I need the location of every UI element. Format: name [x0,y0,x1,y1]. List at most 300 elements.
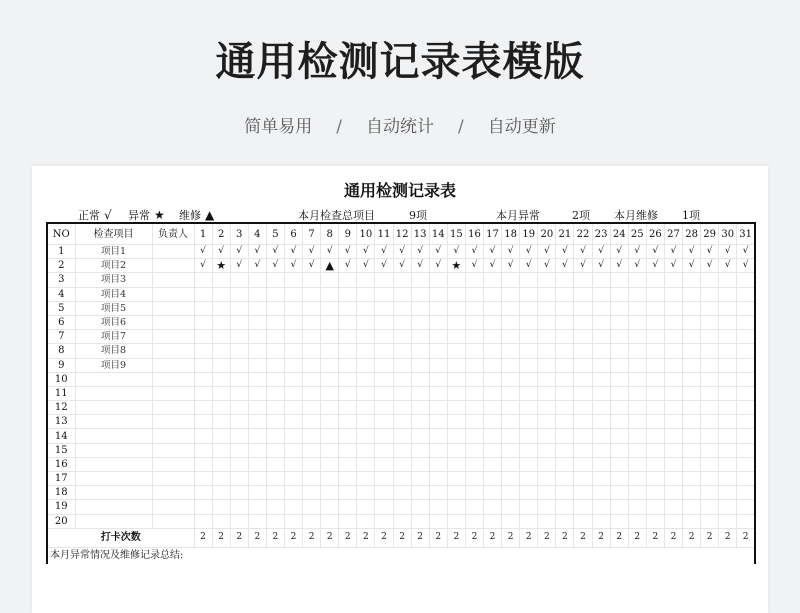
header-day: 25 [628,223,646,245]
row-item [75,457,152,471]
day-cell [592,287,610,301]
day-cell [321,301,339,315]
sheet-title: 通用检测记录表 [343,181,456,200]
day-cell [664,429,682,443]
day-cell [248,457,266,471]
day-cell [574,429,592,443]
table-row [47,301,755,315]
day-cell [683,315,701,329]
day-cell [447,287,465,301]
day-cell [230,401,248,415]
day-cell [610,443,628,457]
day-cell [447,315,465,329]
total-count: 2 [303,528,321,547]
day-cell [375,514,393,528]
legend-repair-label: 维修 [179,209,201,222]
check-mark: √ [502,245,520,259]
row-number: 19 [47,500,75,514]
day-cell [375,415,393,429]
day-cell [212,287,230,301]
day-cell [284,486,302,500]
total-count: 2 [646,528,664,547]
day-cell [339,372,357,386]
table-row [47,245,755,259]
day-cell [266,401,284,415]
day-cell [393,386,411,400]
day-cell [284,273,302,287]
table-row [47,358,755,372]
day-cell [447,443,465,457]
day-cell [248,330,266,344]
day-cell [321,344,339,358]
day-cell [230,287,248,301]
day-cell [212,500,230,514]
check-mark: √ [484,259,502,273]
total-count: 2 [357,528,375,547]
day-cell [484,330,502,344]
day-cell [502,486,520,500]
header-day: 1 [194,223,212,245]
day-cell [429,500,447,514]
check-mark: √ [502,259,520,273]
header-day: 8 [321,223,339,245]
day-cell [393,472,411,486]
day-cell [303,443,321,457]
day-cell [574,386,592,400]
day-cell [646,500,664,514]
day-cell [465,386,483,400]
day-cell [502,457,520,471]
day-cell [339,429,357,443]
row-item [75,386,152,400]
legend-normal-label: 正常 [78,209,100,222]
day-cell [212,514,230,528]
day-cell [429,386,447,400]
day-cell [284,472,302,486]
day-cell [465,273,483,287]
check-mark: √ [375,259,393,273]
day-cell [248,443,266,457]
total-count: 2 [212,528,230,547]
check-mark: √ [574,245,592,259]
day-cell [556,415,574,429]
day-cell [303,472,321,486]
day-cell [502,386,520,400]
total-count: 2 [339,528,357,547]
day-cell [266,273,284,287]
header-day: 19 [520,223,538,245]
day-cell [266,287,284,301]
table-row [47,472,755,486]
day-cell [574,500,592,514]
day-cell [556,273,574,287]
day-cell [303,401,321,415]
day-cell [628,301,646,315]
header-day: 7 [303,223,321,245]
header-day: 30 [719,223,737,245]
day-cell [484,287,502,301]
day-cell [628,486,646,500]
day-cell [737,273,755,287]
day-cell [266,514,284,528]
day-cell [339,287,357,301]
day-cell [393,330,411,344]
day-cell [683,429,701,443]
check-mark: √ [683,259,701,273]
day-cell [393,315,411,329]
day-cell [628,415,646,429]
summary-label: 本月异常情况及维修记录总结: [47,547,755,564]
day-cell [303,486,321,500]
day-cell [737,358,755,372]
table-row [47,429,755,443]
day-cell [520,358,538,372]
day-cell [701,344,719,358]
day-cell [520,330,538,344]
day-cell [447,344,465,358]
day-cell [646,358,664,372]
day-cell [737,514,755,528]
day-cell [646,514,664,528]
day-cell [502,372,520,386]
day-cell [321,500,339,514]
day-cell [339,401,357,415]
day-cell [230,415,248,429]
day-cell [719,500,737,514]
check-mark: √ [375,245,393,259]
row-owner [152,401,194,415]
day-cell [556,429,574,443]
day-cell [664,415,682,429]
day-cell [393,372,411,386]
day-cell [284,500,302,514]
day-cell [321,472,339,486]
check-mark: √ [556,259,574,273]
day-cell [357,344,375,358]
tag-auto-update: 自动更新 [487,117,556,137]
check-mark: √ [266,259,284,273]
day-cell [701,457,719,471]
day-cell [664,372,682,386]
check-mark: √ [664,245,682,259]
day-cell [429,415,447,429]
day-cell [484,344,502,358]
day-cell [719,415,737,429]
day-cell [538,287,556,301]
total-count: 2 [556,528,574,547]
day-cell [248,514,266,528]
day-cell [646,443,664,457]
check-mark: √ [628,259,646,273]
day-cell [737,415,755,429]
row-owner [152,344,194,358]
header-day: 15 [447,223,465,245]
day-cell [339,358,357,372]
day-cell [701,273,719,287]
day-cell [303,315,321,329]
day-cell [683,386,701,400]
total-label: 打卡次数 [47,528,194,547]
day-cell [303,386,321,400]
day-cell [339,415,357,429]
day-cell [574,457,592,471]
day-cell [411,372,429,386]
day-cell [574,472,592,486]
table-row [47,415,755,429]
header-day: 20 [538,223,556,245]
day-cell [284,358,302,372]
repair-month-value: 1项 [682,209,700,222]
day-cell [465,443,483,457]
day-cell [339,330,357,344]
day-cell [194,457,212,471]
day-cell [393,344,411,358]
day-cell [502,330,520,344]
day-cell [429,372,447,386]
check-mark: √ [520,245,538,259]
row-number: 12 [47,401,75,415]
day-cell [339,273,357,287]
day-cell [230,330,248,344]
day-cell [538,386,556,400]
day-cell [610,372,628,386]
day-cell [592,500,610,514]
day-cell [628,386,646,400]
day-cell [646,344,664,358]
row-number: 14 [47,429,75,443]
row-item [75,429,152,443]
day-cell [230,344,248,358]
check-mark: √ [212,245,230,259]
day-cell [429,472,447,486]
abnormal-star-icon: ★ [447,259,465,273]
day-cell [719,372,737,386]
header-day: 21 [556,223,574,245]
day-cell [375,443,393,457]
day-cell [683,358,701,372]
day-cell [339,386,357,400]
day-cell [592,301,610,315]
day-cell [610,273,628,287]
day-cell [610,500,628,514]
day-cell [574,330,592,344]
table-row [47,273,755,287]
day-cell [719,486,737,500]
day-cell [248,386,266,400]
day-cell [520,372,538,386]
day-cell [701,415,719,429]
check-mark: √ [628,245,646,259]
total-count: 2 [538,528,556,547]
day-cell [212,372,230,386]
total-count: 2 [194,528,212,547]
day-cell [538,486,556,500]
row-item [75,486,152,500]
total-count: 2 [628,528,646,547]
day-cell [411,301,429,315]
day-cell [321,443,339,457]
day-cell [321,415,339,429]
day-cell [664,514,682,528]
header-day: 11 [375,223,393,245]
day-cell [266,457,284,471]
day-cell [411,386,429,400]
day-cell [502,514,520,528]
day-cell [465,315,483,329]
day-cell [646,429,664,443]
day-cell [737,472,755,486]
repair-triangle-icon: ▲ [321,259,339,273]
day-cell [212,401,230,415]
header-day: 4 [248,223,266,245]
day-cell [683,472,701,486]
check-mark: √ [719,245,737,259]
record-table [46,222,756,564]
day-cell [484,372,502,386]
day-cell [484,429,502,443]
day-cell [393,301,411,315]
day-cell [646,401,664,415]
day-cell [230,500,248,514]
day-cell [502,443,520,457]
day-cell [303,330,321,344]
legend-abnormal [128,207,165,223]
day-cell [194,358,212,372]
repair-month-label: 本月维修 [614,209,658,222]
day-cell [266,386,284,400]
day-cell [520,386,538,400]
row-item: 项目8 [75,344,152,358]
day-cell [194,273,212,287]
day-cell [664,472,682,486]
day-cell [664,301,682,315]
day-cell [411,443,429,457]
day-cell [556,372,574,386]
day-cell [230,443,248,457]
table-row [47,287,755,301]
day-cell [628,457,646,471]
header-day: 17 [484,223,502,245]
day-cell [393,401,411,415]
check-mark: √ [737,259,755,273]
check-mark: √ [230,259,248,273]
day-cell [194,301,212,315]
row-item: 项目3 [75,273,152,287]
day-cell [538,429,556,443]
day-cell [737,330,755,344]
day-cell [556,315,574,329]
check-icon: √ [104,208,112,222]
day-cell [375,301,393,315]
day-cell [411,287,429,301]
day-cell [357,372,375,386]
header-day: 26 [646,223,664,245]
day-cell [303,514,321,528]
day-cell [520,287,538,301]
day-cell [284,330,302,344]
row-number: 7 [47,330,75,344]
day-cell [393,358,411,372]
day-cell [465,401,483,415]
day-cell [701,301,719,315]
day-cell [520,429,538,443]
check-mark: √ [429,245,447,259]
total-count: 2 [502,528,520,547]
day-cell [592,486,610,500]
tag-separator: / [336,117,342,137]
row-number: 3 [47,273,75,287]
day-cell [701,330,719,344]
day-cell [303,372,321,386]
day-cell [303,457,321,471]
day-cell [321,330,339,344]
total-count: 2 [520,528,538,547]
day-cell [429,401,447,415]
row-owner [152,386,194,400]
day-cell [357,457,375,471]
header-day: 27 [664,223,682,245]
row-item [75,372,152,386]
day-cell [375,358,393,372]
day-cell [520,500,538,514]
day-cell [683,514,701,528]
day-cell [375,344,393,358]
day-cell [538,344,556,358]
day-cell [484,486,502,500]
day-cell [538,330,556,344]
day-cell [321,358,339,372]
day-cell [683,301,701,315]
day-cell [212,472,230,486]
day-cell [484,457,502,471]
day-cell [357,386,375,400]
check-mark: √ [701,259,719,273]
day-cell [447,415,465,429]
tag-separator: / [458,117,464,137]
total-items-label: 本月检查总项目 [298,209,375,222]
day-cell [574,415,592,429]
day-cell [411,429,429,443]
day-cell [484,443,502,457]
day-cell [303,287,321,301]
day-cell [737,386,755,400]
day-cell [628,330,646,344]
day-cell [447,330,465,344]
day-cell [664,315,682,329]
day-cell [538,500,556,514]
row-owner [152,486,194,500]
day-cell [664,273,682,287]
check-mark: √ [393,259,411,273]
day-cell [737,301,755,315]
day-cell [194,500,212,514]
day-cell [664,401,682,415]
day-cell [194,514,212,528]
day-cell [719,273,737,287]
day-cell [574,344,592,358]
row-owner [152,514,194,528]
day-cell [592,344,610,358]
day-cell [429,287,447,301]
day-cell [465,287,483,301]
day-cell [393,287,411,301]
row-item [75,415,152,429]
day-cell [375,287,393,301]
day-cell [411,315,429,329]
day-cell [248,344,266,358]
day-cell [194,429,212,443]
day-cell [212,301,230,315]
